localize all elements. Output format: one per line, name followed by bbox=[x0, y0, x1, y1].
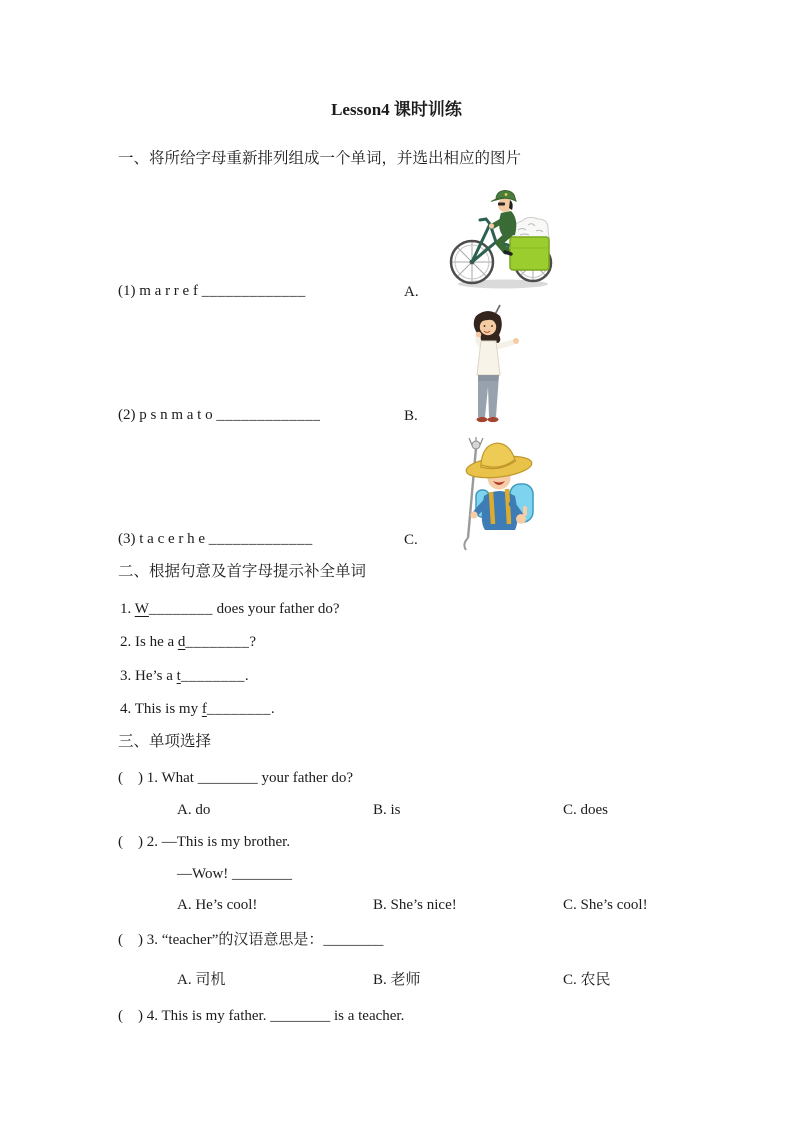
hint-letter: t bbox=[176, 668, 181, 684]
mc-question-2-line2: —Wow! ________ bbox=[177, 866, 293, 882]
exercise1-item-1 bbox=[118, 282, 306, 301]
section2-heading: 二、根据句意及首字母提示补全单词 bbox=[118, 563, 367, 580]
blank-line: ________ bbox=[148, 601, 213, 617]
mc-question-4: ( ) 4. This is my father. ________ is a teacher. bbox=[118, 1008, 405, 1024]
item-2-blank: _____________ bbox=[216, 407, 321, 423]
image-option-b bbox=[450, 303, 532, 429]
sentence-prefix: 3. He’s a bbox=[120, 668, 177, 684]
sentence-suffix: does your father do? bbox=[212, 601, 340, 617]
mc-q3-option-b: B. 老师 bbox=[373, 972, 421, 988]
mc-q2-option-b: B. She’s nice! bbox=[373, 897, 457, 913]
page-title: Lesson4 课时训练 bbox=[331, 100, 462, 119]
option-letter-c: C. bbox=[404, 532, 418, 548]
exercise2-item-2 bbox=[120, 633, 256, 652]
item-3-label: (3) t a c e r h e bbox=[118, 531, 209, 547]
mc-question-3: ( ) 3. “teacher”的汉语意思是：________ bbox=[118, 932, 384, 948]
exercise2-item-1 bbox=[120, 600, 340, 619]
exercise1-item-2 bbox=[118, 406, 320, 425]
teacher-pointer-illustration bbox=[450, 303, 532, 429]
image-option-c bbox=[450, 434, 546, 556]
section3-heading: 三、单项选择 bbox=[118, 733, 212, 750]
exercise1-item-3 bbox=[118, 530, 313, 549]
section1-heading: 一、将所给字母重新排列组成一个单词，并选出相应的图片 bbox=[118, 150, 522, 167]
option-letter-a: A. bbox=[404, 284, 419, 300]
mc-q1-option-c: C. does bbox=[563, 802, 608, 818]
mc-q3-option-c: C. 农民 bbox=[563, 972, 611, 988]
mc-q1-option-b: B. is bbox=[373, 802, 401, 818]
sentence-prefix: 1. bbox=[120, 601, 135, 617]
mc-q3-option-a: A. 司机 bbox=[177, 972, 226, 988]
sentence-prefix: 4. This is my bbox=[120, 701, 202, 717]
exercise2-item-3 bbox=[120, 667, 249, 686]
item-1-label: (1) m a r r e f bbox=[118, 283, 202, 299]
option-letter-b: B. bbox=[404, 408, 418, 424]
blank-line: ________ bbox=[185, 634, 250, 650]
sentence-suffix: . bbox=[244, 668, 249, 684]
blank-line: ________ bbox=[206, 701, 271, 717]
mc-q1-option-a: A. do bbox=[177, 802, 211, 818]
mc-q2-option-a: A. He’s cool! bbox=[177, 897, 258, 913]
sentence-suffix: . bbox=[270, 701, 275, 717]
image-option-a bbox=[448, 186, 558, 291]
mc-q2-option-c: C. She’s cool! bbox=[563, 897, 648, 913]
blank-line: ________ bbox=[180, 668, 245, 684]
hint-letter: d bbox=[177, 634, 186, 650]
exercise2-item-4 bbox=[120, 700, 275, 719]
hint-letter: f bbox=[201, 701, 207, 717]
hint-letter: W bbox=[134, 601, 149, 617]
sentence-suffix: ? bbox=[249, 634, 257, 650]
postman-bicycle-illustration bbox=[448, 186, 558, 291]
item-2-label: (2) p s n m a t o bbox=[118, 407, 217, 423]
mc-question-2: ( ) 2. —This is my brother. bbox=[118, 834, 291, 850]
item-3-blank: _____________ bbox=[208, 531, 313, 547]
mc-question-1: ( ) 1. What ________ your father do? bbox=[118, 770, 354, 786]
sentence-prefix: 2. Is he a bbox=[120, 634, 178, 650]
item-1-blank: _____________ bbox=[201, 283, 306, 299]
farmer-sprayer-illustration bbox=[450, 434, 546, 556]
